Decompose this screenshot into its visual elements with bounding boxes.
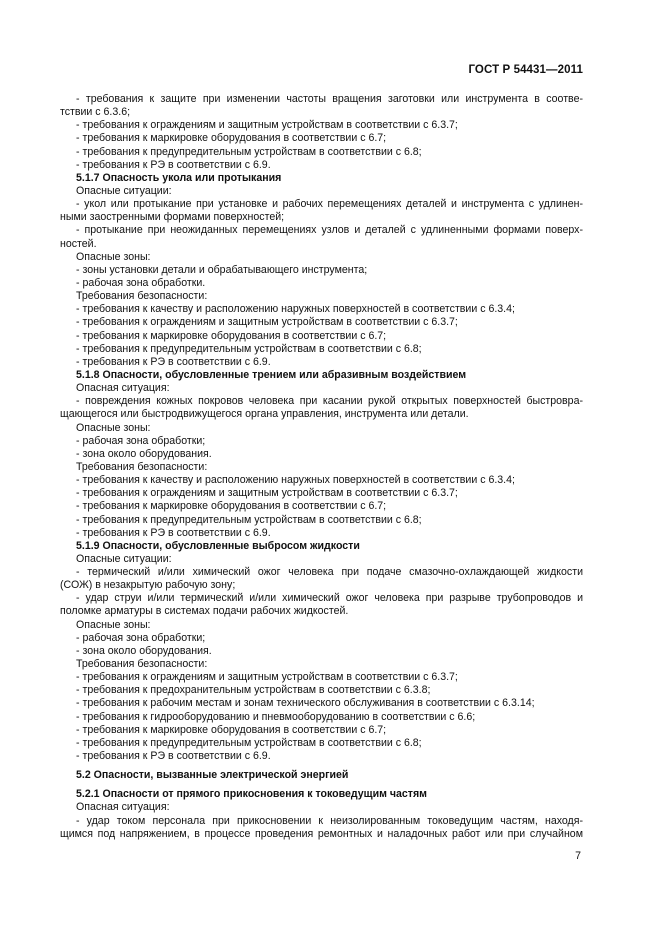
standard-header: ГОСТ Р 54431—2011 xyxy=(468,64,583,76)
section-heading: 5.1.7 Опасность укола или протыкания xyxy=(76,171,282,184)
text-line: Опасные зоны: xyxy=(76,421,151,434)
page-number: 7 xyxy=(575,850,581,862)
text-line: Требования безопасности: xyxy=(76,460,208,473)
text-line: - укол или протыкание при установке и рабочих перемещениях деталей и инструмента с удлинен- xyxy=(76,198,583,211)
text-line: - удар током персонала при прикосновении к неизолированным токоведущим частям, находя- xyxy=(76,814,583,827)
text-line: - требования к ограждениям и защитным устройствам в соответствии с 6.3.7; xyxy=(76,487,458,500)
text-line: - рабочая зона обработки; xyxy=(76,631,206,644)
text-line: - требования к ограждениям и защитным устройствам в соответствии с 6.3.7; xyxy=(76,671,458,684)
text-line: тствии с 6.3.6; xyxy=(60,106,131,119)
text-line: - требования к гидрооборудованию и пневмооборудованию в соответствии с 6.6; xyxy=(76,710,476,723)
text-line: - требования к ограждениям и защитным устройствам в соответствии с 6.3.7; xyxy=(76,119,458,132)
text-line: - требования к РЭ в соответствии с 6.9. xyxy=(76,526,271,539)
text-line: Опасные зоны: xyxy=(76,250,151,263)
text-line: - требования к предохранительным устройствам в соответствии с 6.3.8; xyxy=(76,684,431,697)
text-line: - требования к РЭ в соответствии с 6.9. xyxy=(76,158,271,171)
section-heading: 5.2 Опасности, вызванные электрической энергией xyxy=(76,769,349,782)
text-line: - требования к РЭ в соответствии с 6.9. xyxy=(76,355,271,368)
text-line: - требования к предупредительным устройствам в соответствии с 6.8; xyxy=(76,736,422,749)
text-line: - зона около оборудования. xyxy=(76,447,212,460)
text-line: - рабочая зона обработки. xyxy=(76,276,206,289)
document-body xyxy=(60,93,583,841)
text-line: Опасные ситуации: xyxy=(76,552,172,565)
section-heading: 5.1.8 Опасности, обусловленные трением или абразивным воздействием xyxy=(76,368,467,381)
text-line: - зоны установки детали и обрабатывающего инструмента; xyxy=(76,263,368,276)
text-line: щимся под напряжением, в процессе проведения ремонтных и наладочных работ или при случайном xyxy=(60,827,583,840)
text-line: Опасные ситуации: xyxy=(76,184,172,197)
text-line: - удар струи и/или термический и/или химический ожог человека при разрыве трубопроводов и xyxy=(76,592,583,605)
text-line: щающегося или быстродвижущегося органа управления, инструмента или детали. xyxy=(60,408,469,421)
section-heading: 5.1.9 Опасности, обусловленные выбросом жидкости xyxy=(76,539,360,552)
text-line: поломке арматуры в системах подачи рабочих жидкостей. xyxy=(60,605,349,618)
text-line: Опасная ситуация: xyxy=(76,801,170,814)
text-line: - требования к маркировке оборудования в соответствии с 6.7; xyxy=(76,723,387,736)
text-line: - рабочая зона обработки; xyxy=(76,434,206,447)
text-line: - повреждения кожных покровов человека при касании рукой открытых поверхностей быстровра- xyxy=(76,395,583,408)
text-line: (СОЖ) в незакрытую рабочую зону; xyxy=(60,579,236,592)
text-line: Опасная ситуация: xyxy=(76,382,170,395)
text-line: - требования к предупредительным устройствам в соответствии с 6.8; xyxy=(76,342,422,355)
text-line: - требования к рабочим местам и зонам технического обслуживания в соответствии с 6.3.14; xyxy=(76,697,535,710)
text-line: - требования к защите при изменении частоты вращения заготовки или инструмента в соотве- xyxy=(76,93,583,105)
text-line: - термический и/или химический ожог человека при подаче смазочно-охлаждающей жидкости xyxy=(76,566,583,579)
text-line: - требования к маркировке оборудования в соответствии с 6.7; xyxy=(76,132,387,145)
text-line: Опасные зоны: xyxy=(76,618,151,631)
text-line: Требования безопасности: xyxy=(76,290,208,303)
text-line: - требования к качеству и расположению наружных поверхностей в соответствии с 6.3.4; xyxy=(76,303,515,316)
text-line: ными заостренными формами поверхностей; xyxy=(60,211,285,224)
text-line: ностей. xyxy=(60,237,97,250)
text-line: - зона около оборудования. xyxy=(76,644,212,657)
text-line: - требования к маркировке оборудования в соответствии с 6.7; xyxy=(76,329,387,342)
section-heading: 5.2.1 Опасности от прямого прикосновения к токоведущим частям xyxy=(76,788,428,801)
text-line: Требования безопасности: xyxy=(76,658,208,671)
text-line: - требования к качеству и расположению наружных поверхностей в соответствии с 6.3.4; xyxy=(76,474,515,487)
text-line: - требования к маркировке оборудования в соответствии с 6.7; xyxy=(76,500,387,513)
text-line: - требования к предупредительным устройствам в соответствии с 6.8; xyxy=(76,513,422,526)
text-line: - требования к предупредительным устройствам в соответствии с 6.8; xyxy=(76,145,422,158)
text-line: - протыкание при неожиданных перемещениях узлов и деталей с удлиненными формами поверх- xyxy=(76,224,583,237)
text-line: - требования к РЭ в соответствии с 6.9. xyxy=(76,750,271,763)
text-line: - требования к ограждениям и защитным устройствам в соответствии с 6.3.7; xyxy=(76,316,458,329)
